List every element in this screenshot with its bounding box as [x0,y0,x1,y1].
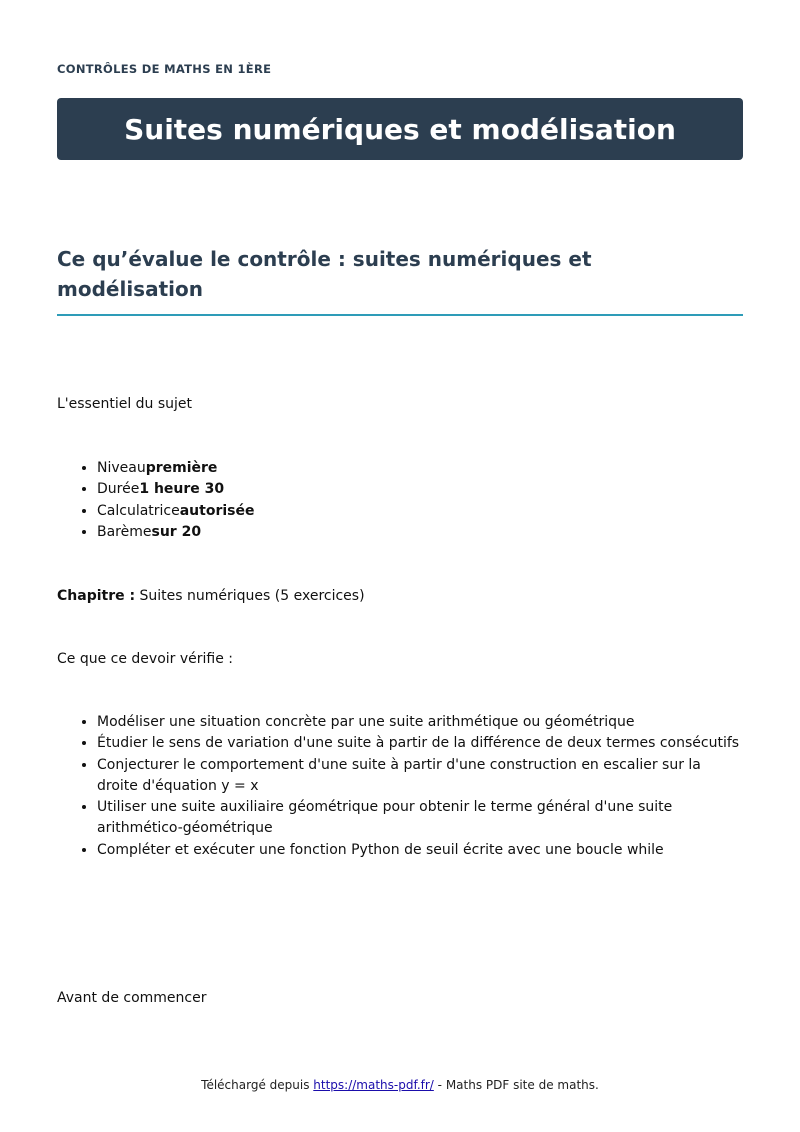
page-title: Suites numériques et modélisation [124,112,676,146]
before-heading: Avant de commencer [57,990,207,1006]
essentials-item-grading [97,522,743,543]
check-item: • Conjecturer le comportement d'une suite à partir d'une construction en escalier sur la droite d'équation y = x [97,755,743,798]
chapter-value: Suites numériques (5 exercices) [139,588,365,604]
item-value: sur 20 [151,523,202,540]
check-item: • Compléter et exécuter une fonction Python de seuil écrite avec une boucle while [97,840,743,861]
essentials-item-level [97,458,743,479]
item-value: première [145,460,218,476]
item-label: Durée [97,481,140,498]
footer-prefix: Téléchargé depuis [201,1078,310,1092]
essentials-item-duration [97,479,743,500]
page-kicker: CONTRÔLES DE MATHS EN 1ÈRE [57,62,272,76]
item-value: autorisée [179,502,255,519]
footer-link[interactable]: https://maths-pdf.fr/ [313,1078,434,1092]
chapter-label: Chapitre : [57,588,136,604]
page-footer [0,1078,800,1092]
check-item: • Étudier le sens de variation d'une suite à partir de la différence de deux termes consécutifs [97,733,743,754]
checks-list [57,712,743,861]
item-label: Calculatrice [97,502,180,519]
item-value: 1 heure 30 [139,481,225,498]
section-title: Ce qu’évalue le contrôle : suites numériques et modélisation [57,244,743,316]
title-banner [57,98,743,160]
essentials-heading: L'essentiel du sujet [57,396,193,412]
essentials-list [57,458,743,543]
checks-heading: Ce que ce devoir vérifie : [57,651,234,667]
chapter-line [57,586,365,607]
footer-suffix: - Maths PDF site de maths. [437,1078,599,1092]
item-label: Barème [97,523,152,540]
check-item: • Modéliser une situation concrète par une suite arithmétique ou géométrique [97,712,743,733]
item-label: Niveau [97,460,146,476]
check-item: • Utiliser une suite auxiliaire géométrique pour obtenir le terme général d'une suite arithmético-géométrique [97,797,743,840]
essentials-item-calculator [97,501,743,522]
